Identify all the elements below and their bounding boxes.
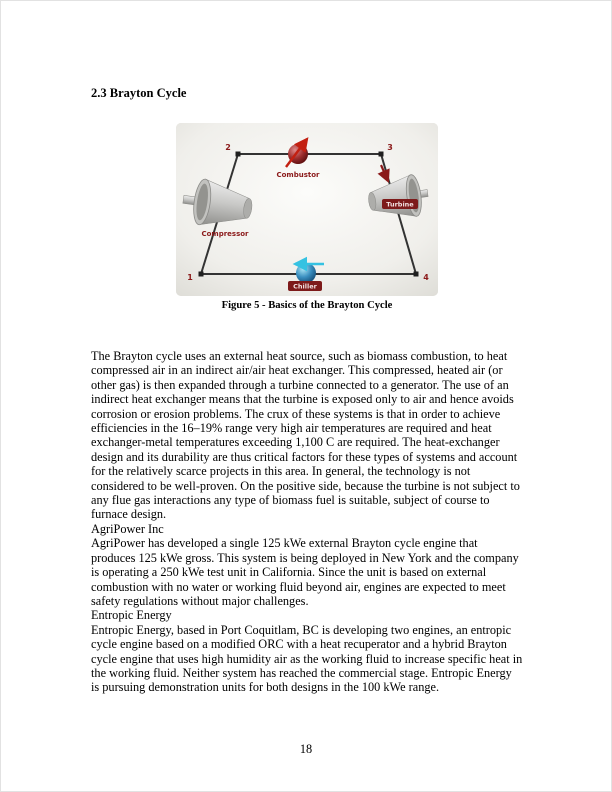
page-content [91, 1, 523, 695]
paragraph-entropic: Entropic Energy, based in Port Coquitlam, BC is developing two engines, an entropic cycle engine based on a modified ORC with a heat recuperator and a hybrid Brayton cycle engine that uses high humidity air as the working fluid to increase specific heat in the working fluid. Neither system has reached the commercial stage. Entropic Energy is pursuing demonstration units for both designs in the 100 kWe range. [91, 622, 523, 695]
paragraph-agripower: AgriPower has developed a single 125 kWe external Brayton cycle engine that produces 125 kWe gross. This system is being deployed in New York and the company is operating a 250 kWe test unit in California. Since the unit is based on external combustion with no water or working fluid beyond air, engines are expected to meet safety regulations without major challenges. [91, 536, 519, 608]
section-heading: 2.3 Brayton Cycle [91, 86, 187, 100]
paragraph-brayton-cycle: The Brayton cycle uses an external heat source, such as biomass combustion, to heat compressed air in an indirect air/air heat exchanger. This compressed, heated air (or other gas) is then expanded through a turbine connected to a generator. The use of an indirect heat exchanger means that the turbine is exposed only to air and hence avoids corrosion or erosion problems. The crux of these systems is that in order to achieve efficiencies in the 16–19% range very high air temperatures are required and heat exchanger-metal temperatures exceeding 1,100 C are required. The heat-exchanger design and its durability are thus critical factors for these types of systems and account for the relatively scarce projects in this area. In general, the technology is not considered to be well-proven. On the positive side, because the turbine is not subject to any flue gas interactions any type of biomass fuel is suitable, subject of course to furnace design. [91, 349, 520, 522]
chiller-label-badge [288, 281, 322, 291]
turbine-label-badge [382, 199, 418, 209]
state-point-4: 4 [423, 273, 429, 282]
figure-caption: Figure 5 - Basics of the Brayton Cycle [221, 300, 393, 311]
brayton-cycle-diagram [176, 123, 438, 296]
subheading-entropic: Entropic Energy [91, 608, 172, 623]
page-number: 18 [299, 742, 313, 756]
turbine-label: Turbine [386, 200, 414, 209]
combustor-label: Combustor [276, 171, 320, 179]
brayton-cycle-figure [91, 123, 523, 312]
brayton-cycle-diagram-image [176, 123, 438, 296]
state-point-1: 1 [187, 273, 193, 282]
subheading-agripower: AgriPower Inc [91, 521, 164, 536]
compressor-label: Compressor [201, 230, 249, 238]
state-point-3: 3 [387, 143, 393, 152]
chiller-label: Chiller [293, 282, 317, 291]
state-point-2: 2 [225, 143, 231, 152]
